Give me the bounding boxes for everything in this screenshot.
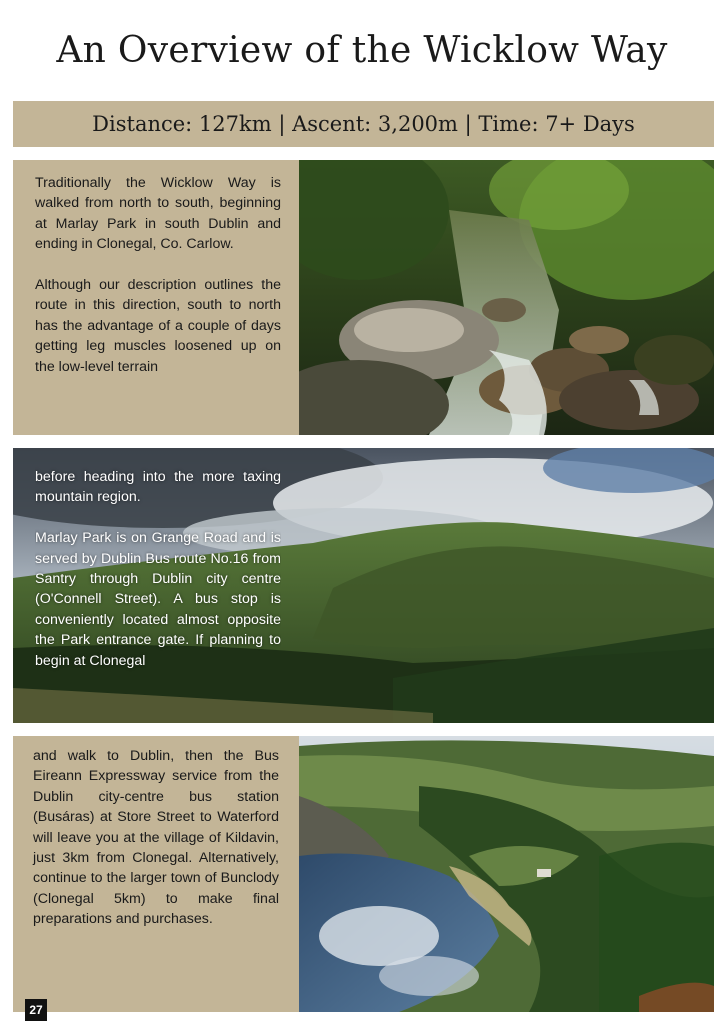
bus-panel xyxy=(13,736,714,1012)
paragraph: Traditionally the Wicklow Way is walked from north to south, beginning at Marlay Park in south Dublin and ending in Clonegal, Co. Carlow. xyxy=(35,175,281,253)
stats-band xyxy=(13,101,714,147)
mountain-panel xyxy=(13,448,714,723)
lake-photo xyxy=(299,736,714,1012)
page-title: An Overview of the Wicklow Way xyxy=(56,30,668,71)
transport-text xyxy=(35,467,281,691)
paragraph: Although our description outlines the route in this direction, south to north has the advantage of a couple of days getting leg muscles loosened up on the low-level terrain xyxy=(35,277,281,375)
river-photo xyxy=(299,160,714,435)
page-number: 27 xyxy=(25,999,47,1021)
route-stats: Distance: 127km | Ascent: 3,200m | Time: 7+ Days xyxy=(92,112,635,136)
bus-text xyxy=(33,746,279,930)
paragraph: before heading into the more taxing mountain region. xyxy=(35,469,281,506)
intro-panel xyxy=(13,160,714,435)
paragraph: and walk to Dublin, then the Bus Eireann Expressway service from the Dublin city-centre bus station (Busáras) at Store Street to Waterford will leave you at the village of Kildavin, just 3km from Clonegal. Alternatively, continue to the larger town of Bunclody (Clonegal 5km) to make final preparations and purchases. xyxy=(33,748,279,928)
paragraph: Marlay Park is on Grange Road and is served by Dublin Bus route No.16 from Santry through Dublin city centre (O'Connell Street). A bus stop is conveniently located almost opposite the Park entrance gate. If planning to begin at Clonegal xyxy=(35,530,281,669)
intro-text xyxy=(35,173,281,425)
